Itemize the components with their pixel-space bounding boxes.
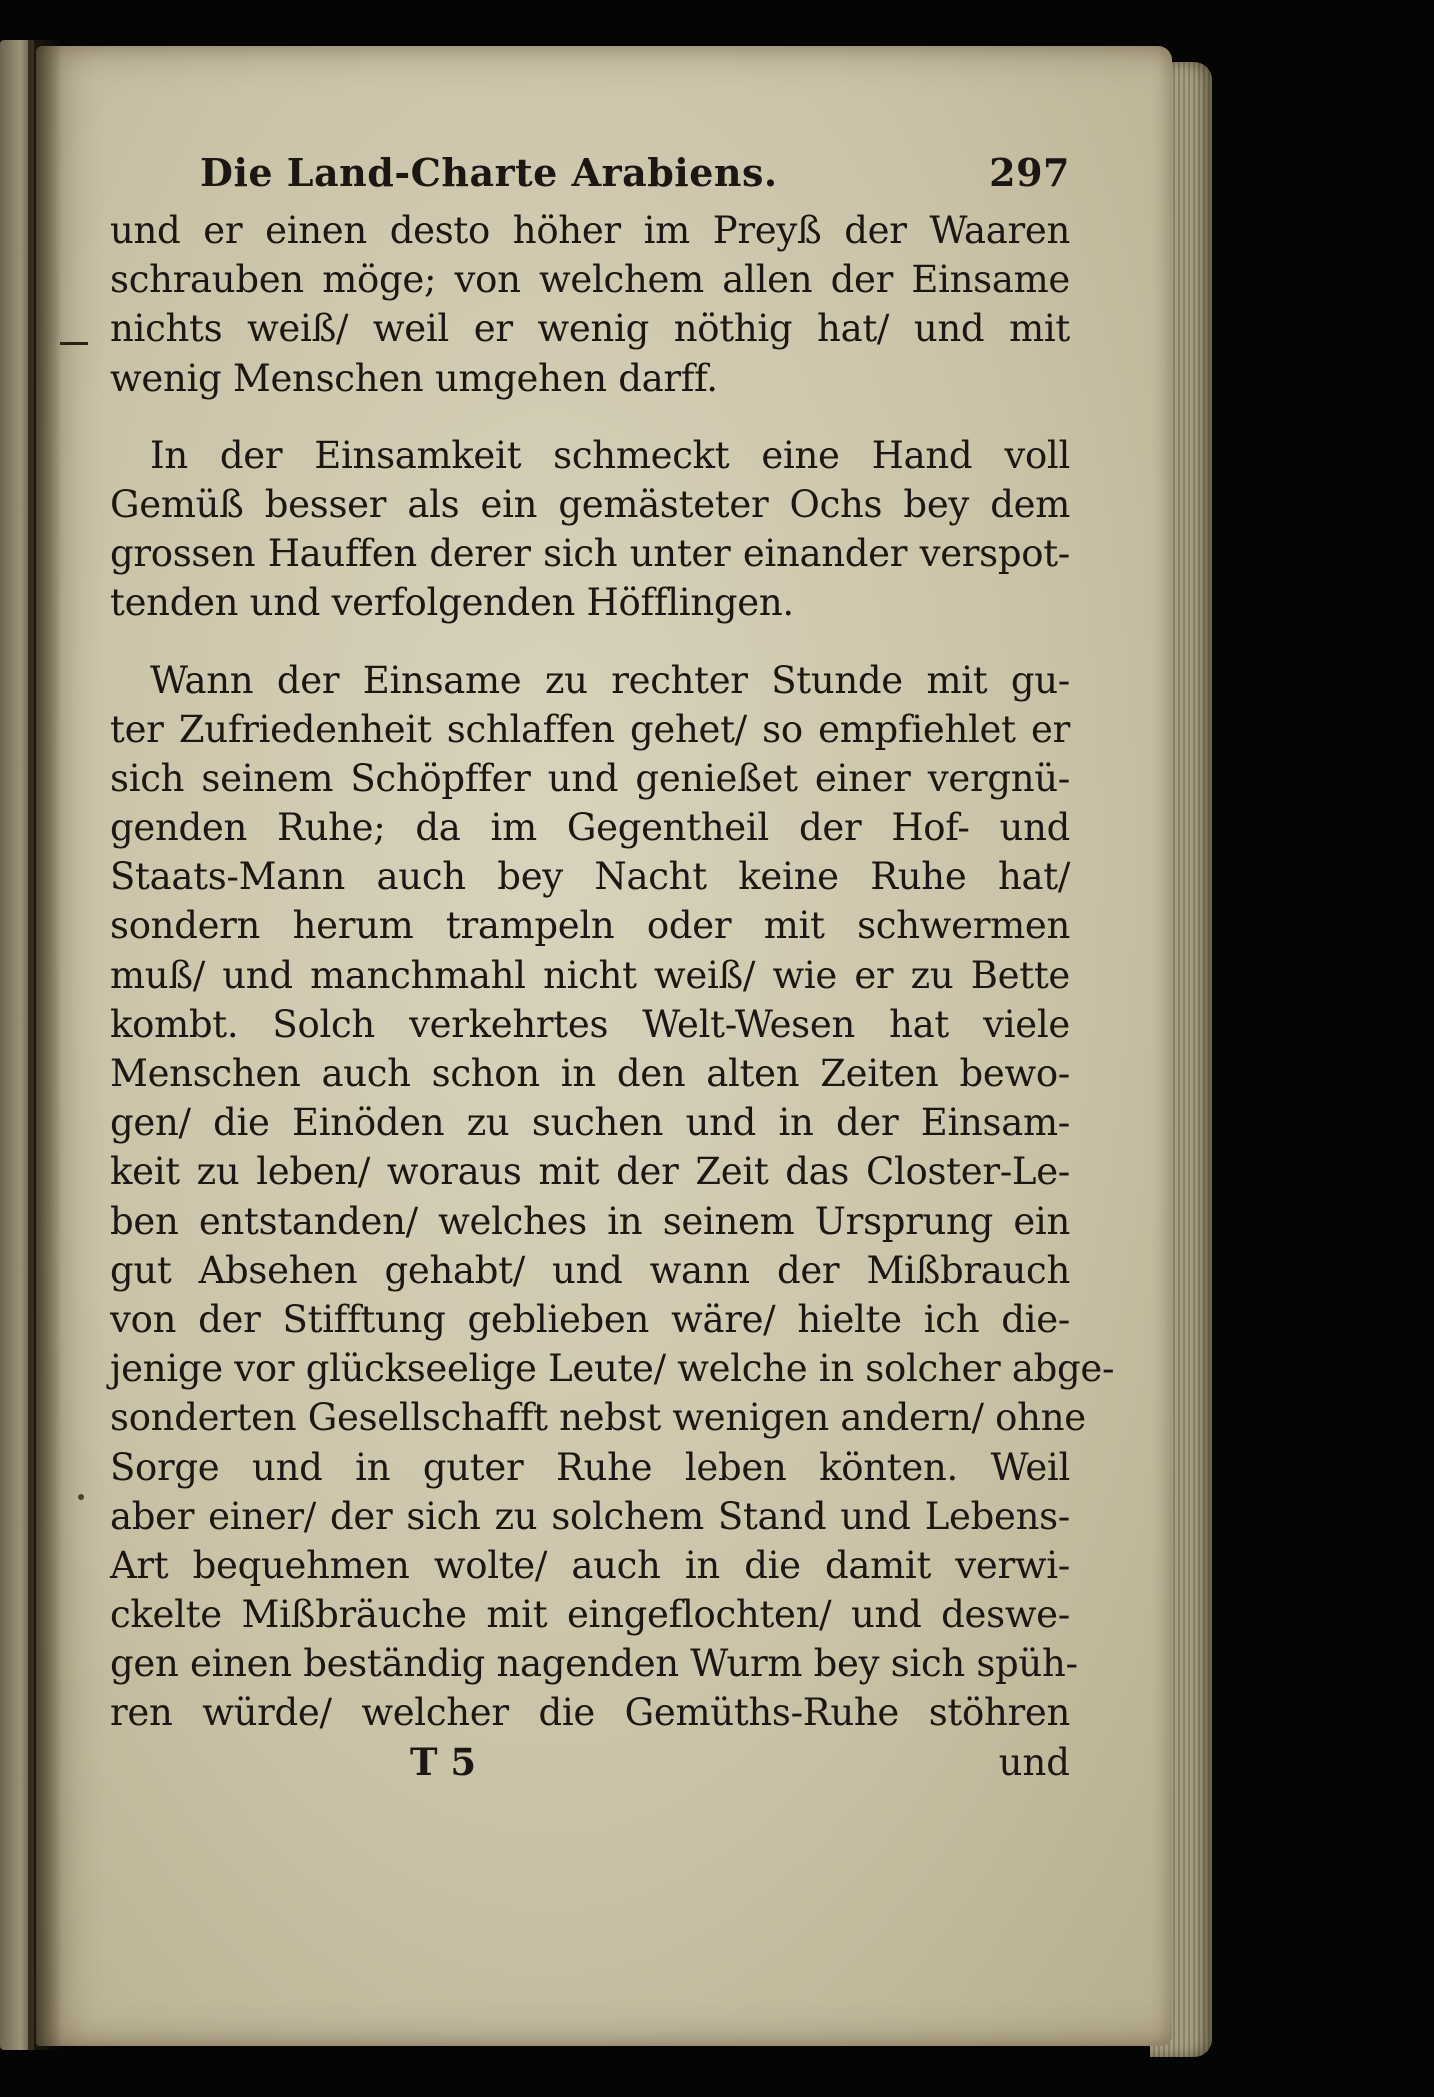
paragraph-2: [110, 431, 1070, 628]
text-line: genden Ruhe; da im Gegentheil der Hof- und: [110, 806, 1070, 850]
page-text: [110, 150, 1115, 1787]
text-line: Gemüß besser als ein gemästeter Ochs bey dem: [110, 482, 1070, 526]
text-line: tenden und verfolgenden Höfflingen.: [110, 581, 794, 625]
running-head: [110, 150, 1070, 206]
text-line: sich seinem Schöpffer und genießet einer vergnü-: [110, 756, 1070, 800]
text-line: muß/ und manchmahl nicht weiß/ wie er zu Bette: [110, 953, 1070, 997]
text-line: kombt. Solch verkehrtes Welt-Wesen hat viele: [110, 1002, 1070, 1046]
text-line: gen einen beständig nagenden Wurm bey sich spüh-: [110, 1642, 1078, 1686]
text-line: ckelte Mißbräuche mit eingeflochten/ und deswe-: [110, 1593, 1070, 1637]
page-number: 297: [989, 150, 1070, 195]
paragraph-3: [110, 656, 1115, 1738]
text-line: gen/ die Einöden zu suchen und in der Einsam-: [110, 1101, 1070, 1145]
spine-shadow: [28, 40, 62, 2050]
text-line: sondern herum trampeln oder mit schwermen: [110, 904, 1070, 948]
text-line: ben entstanden/ welches in seinem Ursprung ein: [110, 1199, 1070, 1243]
running-title: Die Land-Charte Arabiens.: [200, 150, 778, 195]
text-line: grossen Hauffen derer sich unter einander verspot-: [110, 532, 1070, 576]
text-line: nichts weiß/ weil er wenig nöthig hat/ und mit: [110, 307, 1070, 351]
margin-dot: [78, 1494, 84, 1500]
text-line: jenige vor glückseelige Leute/ welche in solcher abge-: [110, 1347, 1115, 1391]
text-line: gut Absehen gehabt/ und wann der Mißbrauch: [110, 1248, 1070, 1292]
paragraph-1: [110, 206, 1070, 403]
text-line: Wann der Einsame zu rechter Stunde mit gu-: [150, 658, 1070, 702]
text-line: von der Stifftung geblieben wäre/ hielte ich die-: [110, 1297, 1070, 1341]
page-footer: [110, 1738, 1070, 1787]
text-line: ren würde/ welcher die Gemüths-Ruhe stöhren: [110, 1691, 1070, 1735]
text-line: In der Einsamkeit schmeckt eine Hand voll: [150, 433, 1070, 477]
text-line: Art bequehmen wolte/ auch in die damit verwi-: [110, 1543, 1070, 1587]
text-line: aber einer/ der sich zu solchem Stand und Lebens-: [110, 1494, 1070, 1538]
signature-mark: T 5: [410, 1739, 477, 1784]
text-line: schrauben möge; von welchem allen der Einsame: [110, 258, 1070, 302]
text-line: ter Zufriedenheit schlaffen gehet/ so empfiehlet er: [110, 707, 1070, 751]
text-line: Staats-Mann auch bey Nacht keine Ruhe hat/: [110, 855, 1070, 899]
text-line: Menschen auch schon in den alten Zeiten bewo-: [110, 1052, 1070, 1095]
margin-mark: [60, 342, 88, 345]
catchword: und: [998, 1740, 1070, 1784]
text-line: wenig Menschen umgehen darff.: [110, 356, 718, 400]
text-line: und er einen desto höher im Preyß der Waaren: [110, 209, 1070, 252]
text-line: keit zu leben/ woraus mit der Zeit das Closter-Le-: [110, 1150, 1070, 1194]
text-line: Sorge und in guter Ruhe leben könten. Weil: [110, 1445, 1070, 1489]
text-line: sonderten Gesellschafft nebst wenigen andern/ ohne: [110, 1396, 1086, 1440]
